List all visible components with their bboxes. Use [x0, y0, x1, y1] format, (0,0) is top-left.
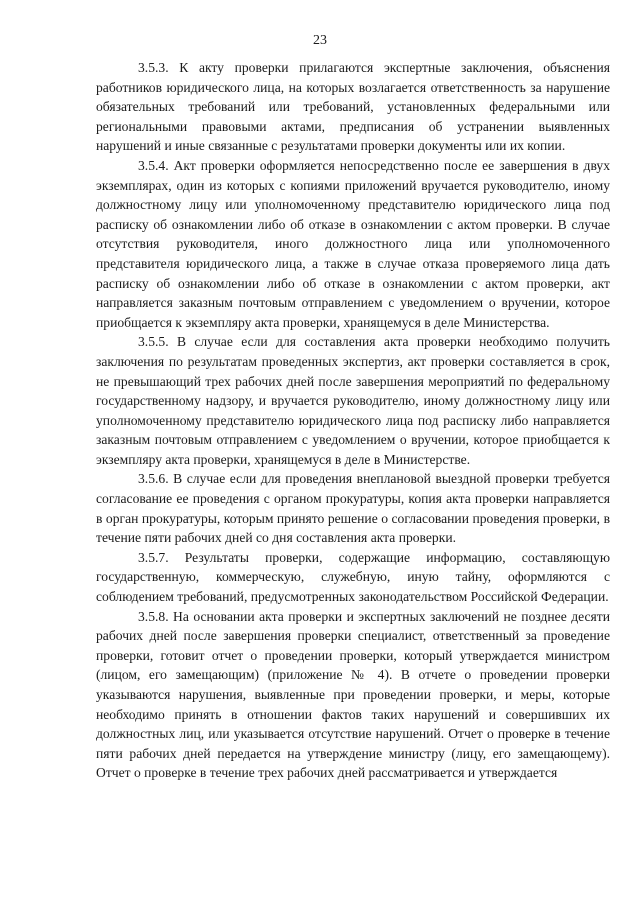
- page-number: 23: [313, 33, 327, 48]
- paragraph-3-5-4: 3.5.4. Акт проверки оформляется непосредственно после ее завершения в двух экземплярах, один из которых с копиями приложений вручается руководителю, иному должностному лицу или уполномоченному представителю юридического лица под расписку об ознакомлении либо об отказе в ознакомлении с актом проверки. В случае отсутствия руководителя, иного должностного лица или уполномоченного представителя юридического лица, а также в случае отказа проверяемого лица дать расписку об ознакомлении либо об отказе в ознакомлении с актом проверки, акт направляется заказным почтовым отправлением с уведомлением о вручении, которое приобщается к экземпляру акта проверки, хранящемуся в деле Министерства.: [96, 157, 610, 330]
- paragraph-3-5-8: 3.5.8. На основании акта проверки и экспертных заключений не позднее десяти рабочих дней после завершения проверки специалист, ответственный за проведение проверки, готовит отчет о проведении проверки, который утверждается министром (лицом, его замещающим) (приложение № 4). В отчете о проведении проверки указываются нарушения, выявленные при проведении проверки, и меры, которые необходимо принять в отношении фактов таких нарушений и совершивших их должностных лиц, или указывается отсутствие нарушений. Отчет о проверке в течение пяти рабочих дней передается на утверждение министру (лицу, его замещающему). Отчет о проверке в течение трех рабочих дней рассматривается и утверждается: [96, 608, 610, 781]
- paragraph-3-5-3: 3.5.3. К акту проверки прилагаются экспертные заключения, объяснения работников юридического лица, на которых возлагается ответственность за нарушение обязательных требований или требований, установленных федеральными или региональными правовыми актами, предписания об устранении выявленных нарушений и иные связанные с результатами проверки документы или их копии.: [96, 60, 610, 154]
- paragraph-3-5-6: 3.5.6. В случае если для проведения внеплановой выездной проверки требуется согласование ее проведения с органом прокуратуры, копия акта проверки направляется в орган прокуратуры, которым принято решение о согласовании проведения проверки, в течение пяти рабочих дней со дня составления акта проверки.: [96, 471, 610, 546]
- document-body: [96, 58, 610, 783]
- paragraph-3-5-7: 3.5.7. Результаты проверки, содержащие информацию, составляющую государственную, коммерческую, служебную, иную тайну, оформляются с соблюдением требований, предусмотренных законодательством Российской Федерации.: [96, 549, 610, 605]
- paragraph-3-5-5: 3.5.5. В случае если для составления акта проверки необходимо получить заключения по результатам проведенных экспертиз, акт проверки составляется в срок, не превышающий трех рабочих дней после завершения мероприятий по федеральному государственному надзору, и вручается руководителю, иному должностному лицу или уполномоченному представителю юридического лица под расписку либо направляется заказным почтовым отправлением с уведомлением о вручении, которое приобщается к экземпляру акта проверки, хранящемуся в деле в Министерстве.: [96, 334, 610, 467]
